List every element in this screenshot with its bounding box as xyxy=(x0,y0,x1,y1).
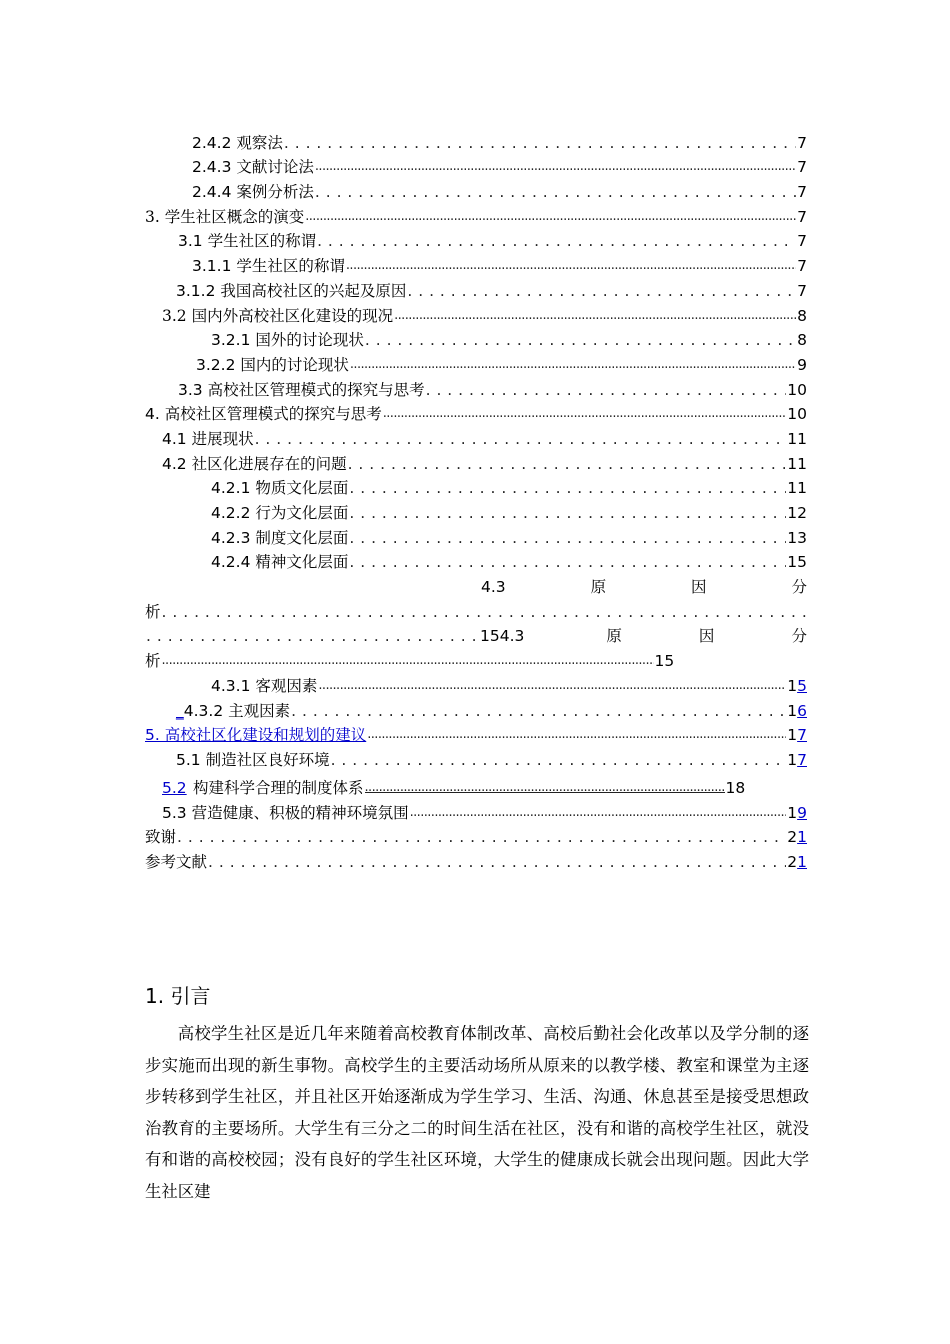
toc-page-digit-link: 9 xyxy=(797,803,807,822)
toc-entry[interactable] xyxy=(145,276,807,301)
toc-page-number xyxy=(787,701,807,721)
toc-leader xyxy=(162,649,654,671)
toc-page-number xyxy=(787,750,807,770)
toc-page-digit: 1 xyxy=(787,726,798,745)
toc-entry-label: 2.4.2 观察法 xyxy=(192,133,283,152)
toc-entry-label: 5.3 营造健康、积极的精神环境氛围 xyxy=(162,803,409,822)
toc-entry[interactable] xyxy=(145,847,807,872)
toc-split-page: 154.3 xyxy=(480,627,525,646)
toc-page-digit: 2 xyxy=(787,828,798,847)
toc-page-number: 7 xyxy=(797,232,807,251)
toc-entry-label: 5.1 制造社区良好环境 xyxy=(176,750,330,769)
toc-entry[interactable] xyxy=(145,153,807,178)
toc-entry-label: 4.2.2 行为文化层面 xyxy=(211,504,349,522)
toc-entry-number: 5.2 xyxy=(162,778,187,797)
toc-entry-label: 4. 高校社区管理模式的探究与思考 xyxy=(145,405,382,424)
toc-split-word: 原 xyxy=(590,578,607,597)
toc-entry-label: 4.3.1 客观因素 xyxy=(211,676,318,695)
toc-leader xyxy=(162,602,806,622)
toc-page-number: 12 xyxy=(787,504,807,522)
toc-entry-label: 3.3 高校社区管理模式的探究与思考 xyxy=(178,380,425,399)
toc-page-number: 10 xyxy=(787,405,807,424)
toc-page-number: 7 xyxy=(797,183,807,202)
toc-page-number: 18 xyxy=(725,778,746,797)
toc-entry[interactable] xyxy=(145,400,807,425)
toc-page-number xyxy=(787,803,807,823)
toc-entry-label: 4.2 社区化进展存在的问题 xyxy=(162,454,347,473)
toc-entry[interactable] xyxy=(145,798,807,823)
toc-leader xyxy=(367,723,786,745)
toc-leader xyxy=(383,402,787,424)
toc-leader xyxy=(349,552,786,572)
toc-entry-split-line3[interactable] xyxy=(145,622,807,647)
toc-entry-label: 4.3.2 主观因素 xyxy=(183,701,291,720)
toc-entry-label: 3.2.2 国内的讨论现状 xyxy=(196,355,349,374)
toc-page-digit-link: 5 xyxy=(797,676,807,695)
toc-page-digit: 1 xyxy=(787,676,798,695)
toc-split-word: 原 xyxy=(606,627,622,646)
toc-entry[interactable] xyxy=(145,202,807,227)
toc-leader xyxy=(305,205,796,227)
toc-split-word: 分 xyxy=(791,578,807,597)
toc-leader xyxy=(331,750,787,770)
toc-leader xyxy=(350,353,796,375)
toc-entry-split-line4[interactable] xyxy=(145,646,807,671)
toc-page-digit-link: 7 xyxy=(797,726,807,745)
toc-entry[interactable] xyxy=(145,128,807,153)
toc-entry-label: 3.1.2 我国高校社区的兴起及原因 xyxy=(176,281,407,300)
toc-entry[interactable] xyxy=(145,449,807,474)
toc-page-number: 15 xyxy=(787,553,807,572)
toc-leader xyxy=(208,852,786,872)
toc-leader xyxy=(349,528,786,548)
toc-leader xyxy=(410,801,787,823)
toc-split-word: 因 xyxy=(691,578,707,597)
toc-entry-label: 致谢 xyxy=(145,828,177,847)
toc-entry[interactable] xyxy=(145,424,807,449)
toc-entry-label: 4.2.1 物质文化层面 xyxy=(211,479,349,498)
toc-entry-label: 4.2.3 制度文化层面 xyxy=(211,528,349,547)
toc-entry[interactable] xyxy=(145,350,807,375)
toc-leader xyxy=(255,429,787,449)
toc-page-number: 7 xyxy=(797,257,807,276)
body-paragraph: 高校学生社区是近几年来随着高校教育体制改革、高校后勤社会化改革以及学分制的逐步实施而出现的新生事物。高校学生的主要活动场所从原来的以教学楼、教室和课堂为主逐步转移到学生社区，并且社区开始逐渐成为学生学习、生活、沟通、休息甚至是接受思想政治教育的主要场所。大学生有三分之二的时间生活在社区，没有和谐的高校学生社区，就没有和谐的高校校园；没有良好的学生社区环境，大学生的健康成长就会出现问题。因此大学生社区建 xyxy=(145,1024,809,1201)
toc-page-digit: 1 xyxy=(787,803,798,822)
toc-entry[interactable] xyxy=(145,326,807,351)
toc-entry-label: 2.4.3 文献讨论法 xyxy=(192,158,314,177)
toc-leader xyxy=(291,701,786,721)
toc-entry[interactable] xyxy=(145,671,807,696)
toc-entry-label: 3.1 学生社区的称谓 xyxy=(178,232,317,251)
section-heading: 1. 引言 xyxy=(145,984,211,1008)
toc-entry-label: 构建科学合理的制度体系 xyxy=(193,778,364,797)
toc-leader xyxy=(315,155,796,177)
toc-page-number: 11 xyxy=(787,479,807,498)
toc-split-word: 4.3 xyxy=(481,578,506,597)
toc-page-number: 9 xyxy=(797,355,807,374)
toc-page-number: 13 xyxy=(787,528,807,547)
toc-entry-5-2[interactable] xyxy=(145,770,807,798)
toc-leader xyxy=(348,454,787,474)
toc-entry-label: 4.2.4 精神文化层面 xyxy=(211,553,349,572)
toc-entry-label: 2.4.4 案例分析法 xyxy=(192,183,314,202)
toc-page-digit: 2 xyxy=(787,852,798,871)
toc-entry-label: 3.2.1 国外的讨论现状 xyxy=(211,331,364,350)
toc-page-number: 11 xyxy=(787,454,807,473)
toc-entry[interactable] xyxy=(145,474,807,499)
toc-entry[interactable] xyxy=(145,301,807,326)
toc-page-digit-link: 1 xyxy=(797,828,807,847)
toc-leader xyxy=(317,231,796,251)
toc-leader xyxy=(146,626,479,646)
toc-entry[interactable] xyxy=(145,375,807,400)
toc-page-number: 7 xyxy=(797,158,807,177)
toc-split-words xyxy=(524,626,807,646)
toc-entry[interactable] xyxy=(145,498,807,523)
toc-split-word: 分 xyxy=(791,627,807,646)
toc-leader xyxy=(394,304,796,326)
toc-page-number: 7 xyxy=(797,281,807,300)
toc-prefix: _ xyxy=(176,701,184,720)
table-of-contents xyxy=(145,128,807,872)
toc-split-label: 析 xyxy=(145,602,161,621)
toc-entry-label: 3. 学生社区概念的演变 xyxy=(145,207,305,226)
toc-leader xyxy=(349,478,786,498)
toc-page-number: 10 xyxy=(787,380,807,399)
toc-entry-label: 3.1.1 学生社区的称谓 xyxy=(192,257,345,276)
toc-page-number: 8 xyxy=(797,331,807,350)
toc-leader xyxy=(284,133,796,153)
toc-entry[interactable] xyxy=(145,227,807,252)
toc-entry[interactable] xyxy=(145,696,807,721)
toc-entry-split-line1[interactable] xyxy=(145,572,807,597)
toc-entry-label: 4.1 进展现状 xyxy=(162,429,254,448)
toc-page-digit: 1 xyxy=(787,750,798,769)
toc-leader xyxy=(318,674,786,696)
toc-page-number: 7 xyxy=(797,207,807,226)
toc-page-digit-link: 1 xyxy=(797,852,807,871)
toc-page-number xyxy=(787,827,807,847)
toc-page-digit-link: 7 xyxy=(797,750,807,769)
toc-leader xyxy=(349,503,786,523)
toc-entry-split-line2[interactable] xyxy=(145,597,807,622)
toc-leader xyxy=(177,827,786,847)
toc-page-number: 8 xyxy=(797,306,807,325)
toc-page-digit-link: 6 xyxy=(797,701,807,720)
toc-leader xyxy=(426,380,787,400)
toc-entry[interactable] xyxy=(145,721,807,746)
toc-page-number: 11 xyxy=(787,429,807,448)
toc-entry[interactable] xyxy=(145,548,807,573)
toc-entry[interactable] xyxy=(145,823,807,848)
toc-leader xyxy=(365,330,796,350)
toc-split-word: 因 xyxy=(698,627,715,646)
toc-entry-label: 参考文献 xyxy=(145,852,208,871)
toc-page-number xyxy=(787,852,807,872)
toc-entry-label: 5. 高校社区化建设和规划的建议 xyxy=(145,726,367,745)
toc-entry[interactable] xyxy=(145,523,807,548)
toc-entry[interactable] xyxy=(145,745,807,770)
toc-leader xyxy=(407,281,796,301)
toc-leader xyxy=(365,776,725,798)
toc-page-number xyxy=(787,676,807,696)
toc-entry-label: 3.2 国内外高校社区化建设的现况 xyxy=(162,306,394,325)
toc-leader xyxy=(346,254,796,276)
toc-page-number: 15 xyxy=(654,652,675,671)
toc-entry[interactable] xyxy=(145,177,807,202)
toc-split-label: 析 xyxy=(145,652,161,671)
toc-page-digit: 1 xyxy=(787,701,798,720)
toc-leader xyxy=(315,182,796,202)
toc-entry[interactable] xyxy=(145,251,807,276)
toc-page-number xyxy=(787,725,807,745)
toc-page-number: 7 xyxy=(797,133,807,152)
